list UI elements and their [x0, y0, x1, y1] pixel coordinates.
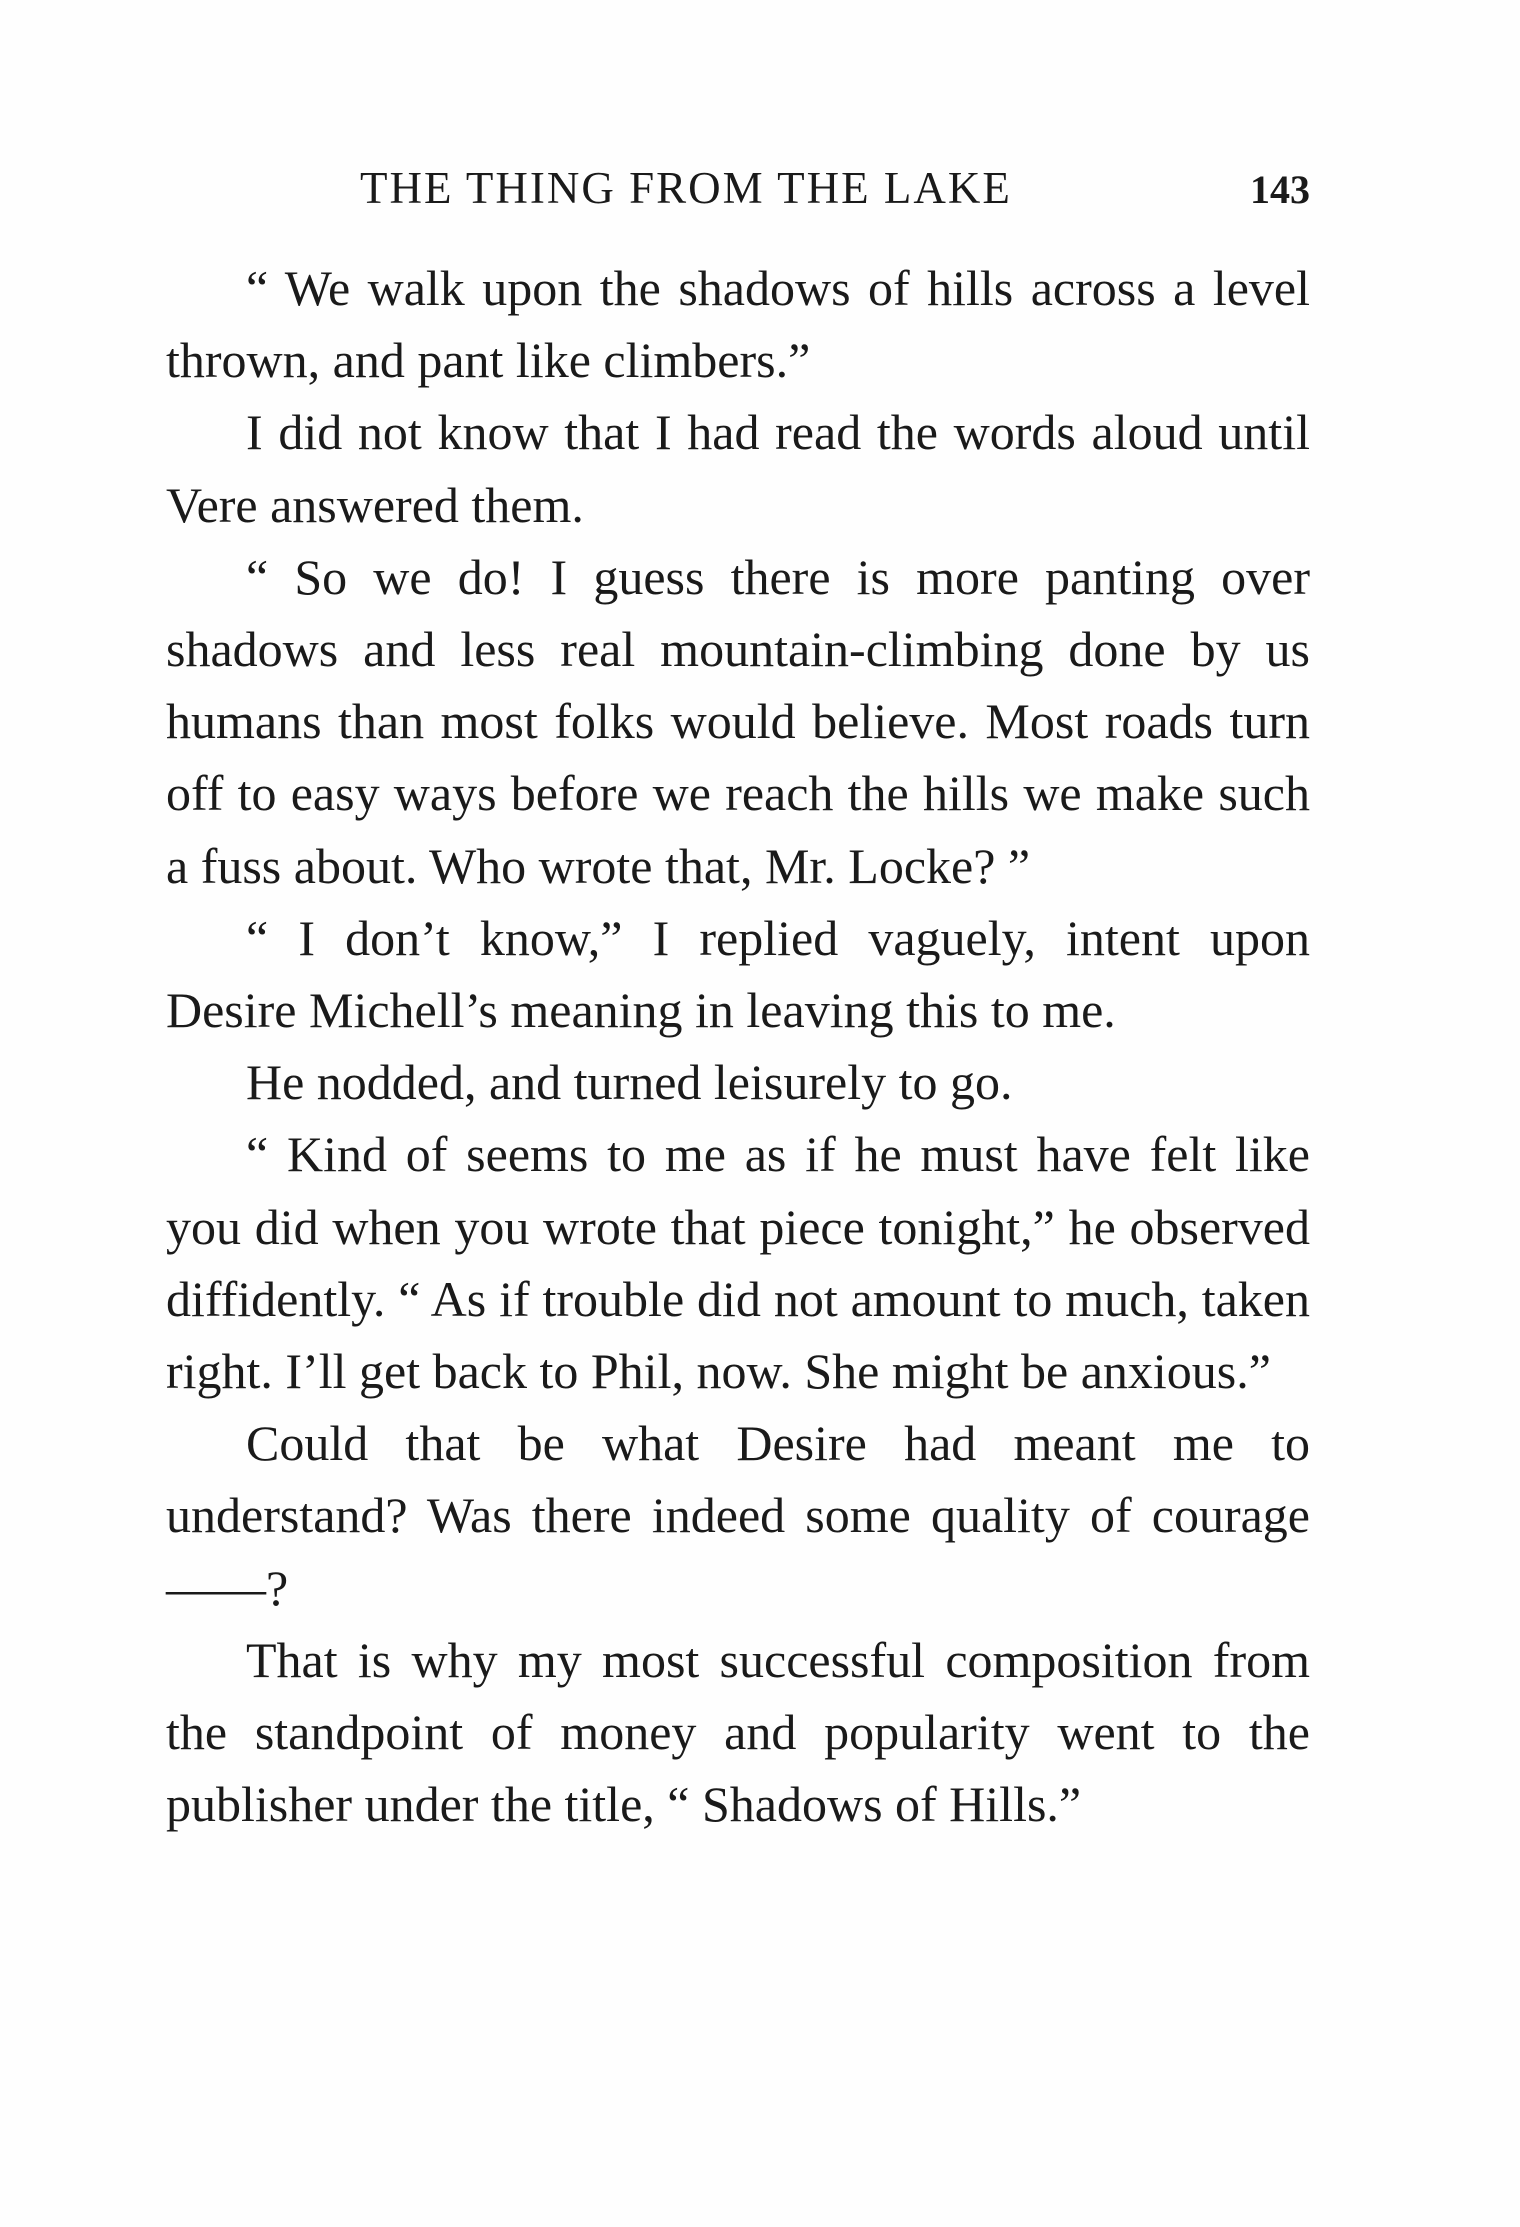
paragraph: “ Kind of seems to me as if he must have felt like you did when you wrote that piece tonight,” he observed diffidently. “ As if trouble did not amount to much, taken right. I’ll get back to Phil, now. She might be anxious.” [166, 1126, 1310, 1400]
page-header [360, 158, 1310, 218]
paragraph: “ I don’t know,” I replied vaguely, intent upon Desire Michell’s meaning in leaving this to me. [166, 909, 1310, 1039]
paragraph: “ We walk upon the shadows of hills across a level thrown, and pant like climbers.” [166, 260, 1310, 389]
paragraph: I did not know that I had read the words aloud until Vere answered them. [166, 404, 1310, 533]
body-text [166, 252, 1310, 1840]
paragraph: He nodded, and turned leisurely to go. [246, 1054, 1013, 1111]
running-title: THE THING FROM THE LAKE [360, 163, 1012, 213]
paragraph: “ So we do! I guess there is more panting over shadows and less real mountain-climbing done by us humans than most folks would believe. Most roads turn off to easy ways before we reach the hills we make such a fuss about. Who wrote that, Mr. Locke? ” [166, 548, 1310, 894]
paragraph: Could that be what Desire had meant me to understand? Was there indeed some quality of courage——? [166, 1415, 1310, 1616]
page-number: 143 [1250, 167, 1310, 212]
paragraph: That is why my most successful composition from the standpoint of money and popularity went to the publisher under the title, “ Shadows of Hills.” [166, 1631, 1310, 1833]
